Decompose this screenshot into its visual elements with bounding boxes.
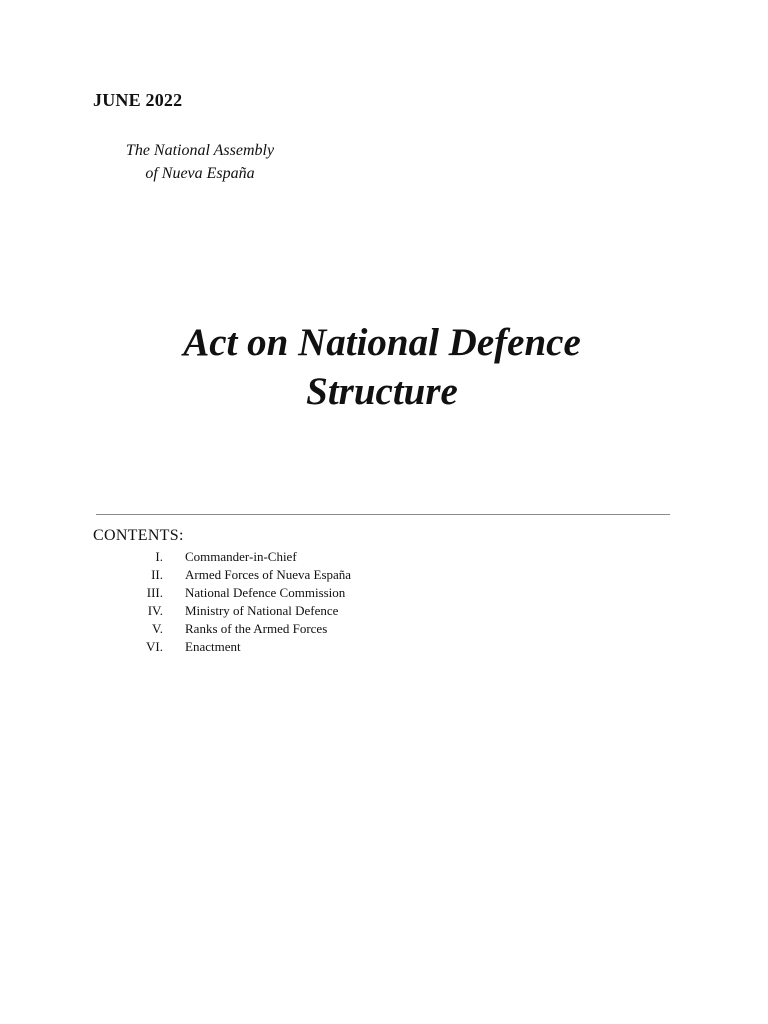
contents-item-label: Armed Forces of Nueva España [185, 567, 352, 582]
contents-item-label: National Defence Commission [185, 585, 346, 600]
issuer-line-2: of Nueva España [145, 165, 255, 182]
horizontal-divider [96, 514, 670, 515]
contents-item-number: IV. [147, 603, 163, 618]
title-line-1: Act on National Defence [183, 321, 581, 364]
contents-heading: CONTENTS: [93, 527, 184, 544]
contents-item [120, 638, 351, 656]
issuer-line-1: The National Assembly [125, 142, 275, 159]
contents-item-number: II. [151, 567, 163, 582]
contents-item [120, 620, 351, 638]
contents-item [120, 566, 351, 584]
contents-item-label: Ministry of National Defence [185, 603, 339, 618]
contents-item-number: III. [146, 585, 163, 600]
document-date: JUNE 2022 [93, 90, 183, 110]
contents-list [120, 548, 351, 656]
contents-item-number: V. [152, 621, 163, 636]
contents-item-number: VI. [146, 639, 163, 654]
contents-item-label: Enactment [185, 639, 241, 654]
document-title [0, 318, 764, 416]
contents-item-number: I. [155, 549, 163, 564]
contents-item [120, 584, 351, 602]
issuing-body [112, 139, 288, 185]
contents-item [120, 548, 351, 566]
contents-item-label: Commander-in-Chief [185, 549, 297, 564]
title-line-2: Structure [306, 370, 458, 413]
contents-item [120, 602, 351, 620]
contents-item-label: Ranks of the Armed Forces [185, 621, 328, 636]
